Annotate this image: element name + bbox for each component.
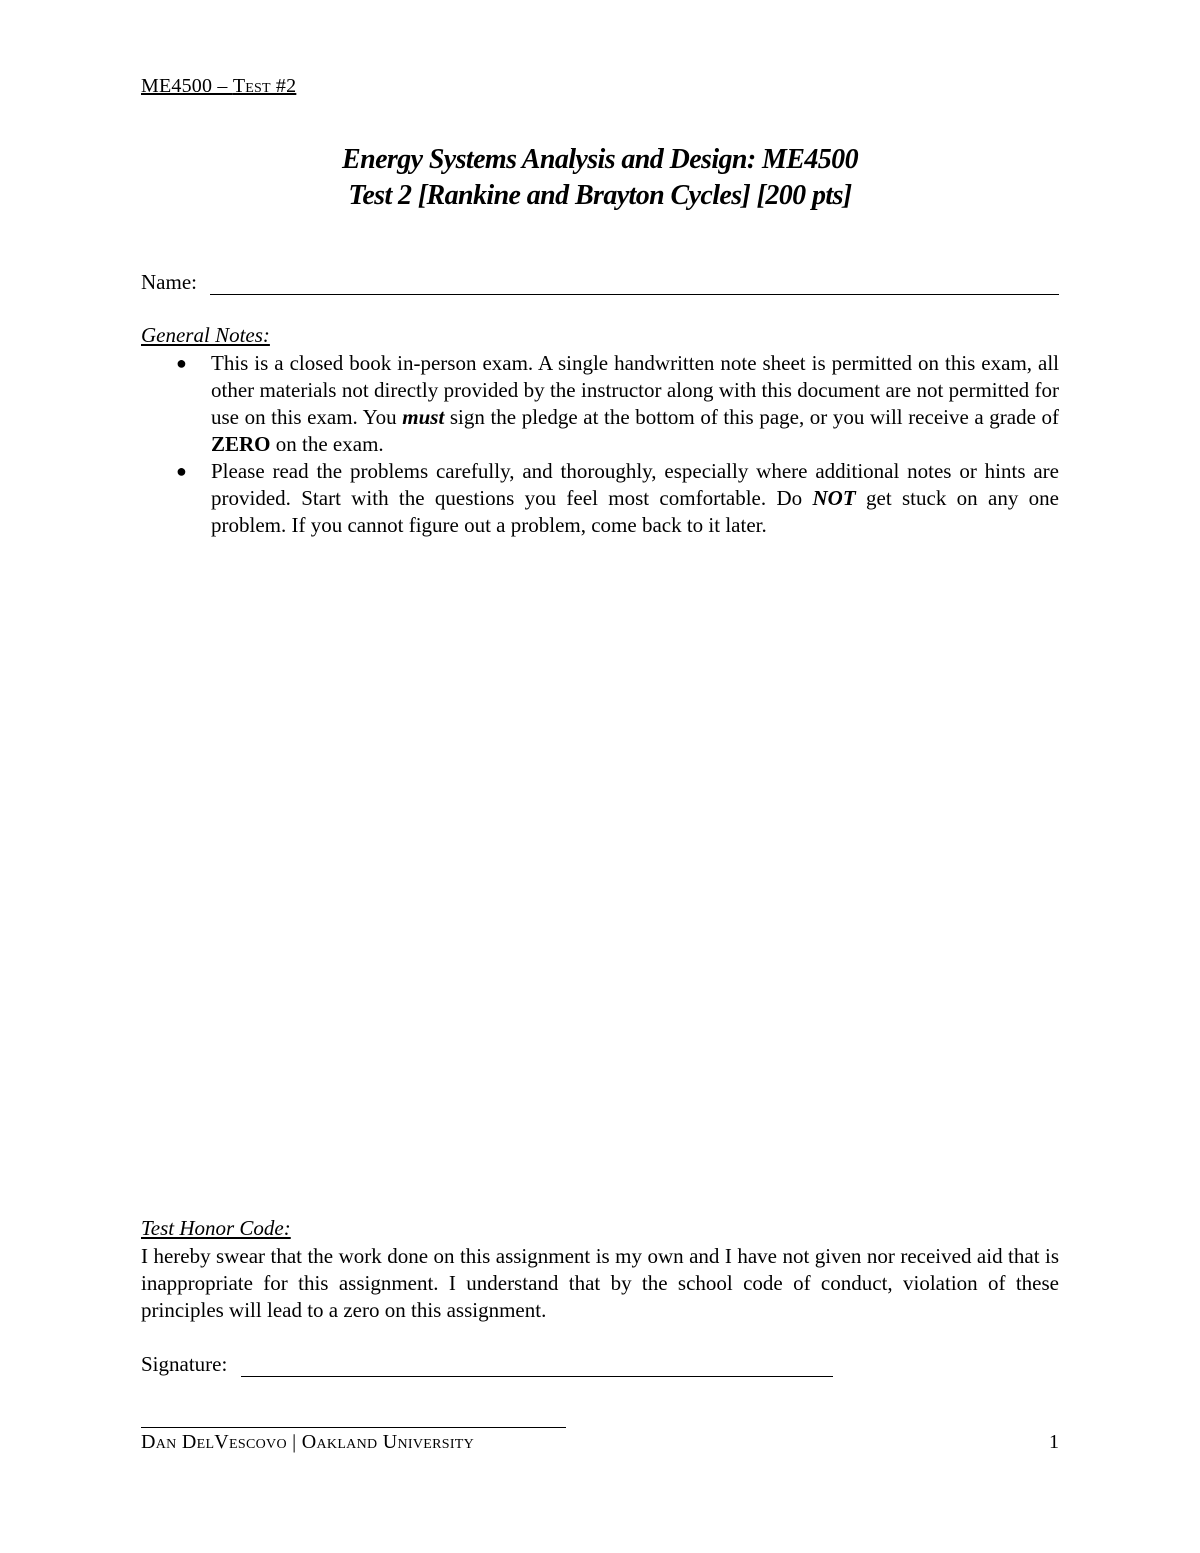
list-item — [141, 458, 1059, 539]
note-1-text-c: on the exam. — [270, 432, 384, 456]
signature-field — [141, 1352, 833, 1377]
bullet-icon: ● — [176, 461, 187, 481]
note-1-emphasis-zero: ZERO — [211, 432, 271, 456]
honor-code-heading: Test Honor Code: — [141, 1216, 291, 1240]
note-2-text-b: get stuck on any one problem. If you cannot figure out a problem, come back to it later. — [211, 486, 1059, 537]
note-2-text-a: Please read the problems carefully, and thoroughly, especially where additional notes or hints are provided. Start with the questions you feel most comfortable. Do — [211, 459, 1059, 510]
title-line-1: Energy Systems Analysis and Design: ME4500 — [342, 144, 858, 175]
list-item — [141, 350, 1059, 458]
name-field — [141, 270, 1059, 295]
header-course: ME4500 – — [141, 75, 233, 97]
name-blank-line[interactable] — [210, 272, 1059, 295]
title-line-2: Test 2 [Rankine and Brayton Cycles] [200 pts] — [348, 180, 852, 211]
bullet-icon: ● — [176, 353, 187, 373]
note-2-emphasis-not: NOT — [812, 486, 856, 510]
general-notes-heading: General Notes: — [141, 323, 270, 347]
document-title — [141, 142, 1059, 214]
signature-label: Signature: — [141, 1352, 233, 1376]
header-test-label: Test #2 — [232, 75, 297, 97]
note-1-emphasis-must: must — [402, 405, 445, 429]
general-notes-list — [141, 350, 1059, 539]
page-header — [141, 75, 296, 98]
note-1-text-a: This is a closed book in-person exam. A single handwritten note sheet is permitted on this exam, all other materials not directly provided by the instructor along with this document are not permitted for use on this exam. You — [211, 351, 1059, 429]
footer-author: Dan DelVescovo | Oakland University — [141, 1431, 475, 1453]
note-1-text-b: sign the pledge at the bottom of this page, or you will receive a grade of — [444, 405, 1059, 429]
footer-divider — [141, 1427, 566, 1428]
signature-blank-line[interactable] — [241, 1354, 833, 1377]
honor-code-text: I hereby swear that the work done on this assignment is my own and I have not given nor received aid that is inappropriate for this assignment. I understand that by the school code of conduct, violation of these principles will lead to a zero on this assignment. — [141, 1244, 1059, 1322]
page-number: 1 — [1049, 1431, 1059, 1453]
name-label: Name: — [141, 270, 203, 294]
